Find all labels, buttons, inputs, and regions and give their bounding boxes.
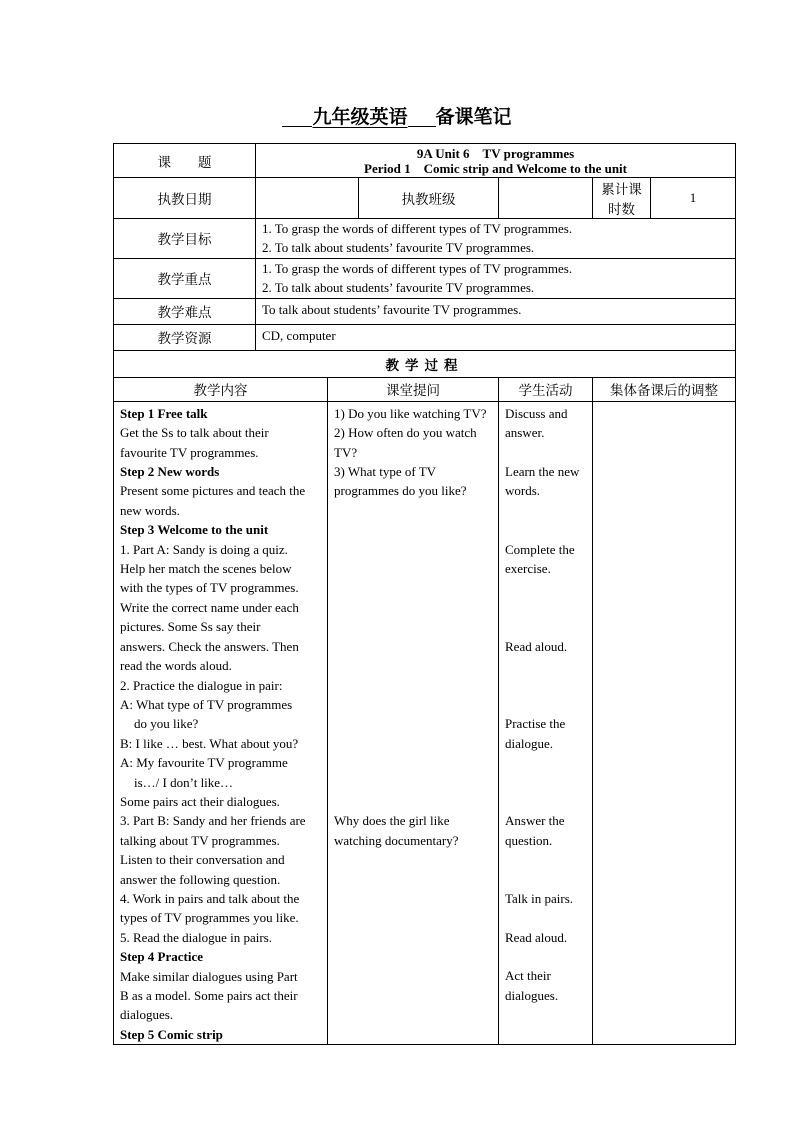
activity-line: Act their	[505, 968, 551, 984]
activity-line: Discuss and	[505, 405, 568, 421]
hours-label: 累计课时数	[593, 178, 651, 219]
activity-line: Complete the	[505, 541, 575, 557]
question-line	[334, 501, 492, 520]
content-line: A: My favourite TV programme	[120, 755, 288, 771]
topic-value	[256, 144, 736, 178]
content-line: Present some pictures and teach the	[120, 483, 306, 499]
activity-line	[505, 908, 586, 927]
step-heading: Step 5 Comic strip	[120, 1026, 223, 1042]
content-line: B: I like … best. What about you?	[120, 735, 299, 751]
step-heading: Step 4 Practice	[120, 949, 204, 965]
content-line: dialogues.	[120, 1007, 174, 1023]
content-line: 1. Part A: Sandy is doing a quiz.	[120, 541, 288, 557]
step-heading: Step 2 New words	[120, 464, 220, 480]
content-line: Some pairs act their dialogues.	[120, 793, 280, 809]
activity-line	[505, 675, 586, 694]
activity-line: dialogues.	[505, 987, 559, 1003]
activity-line	[505, 443, 586, 462]
activity-line	[505, 598, 586, 617]
hours-value: 1	[651, 178, 736, 219]
content-line: with the types of TV programmes.	[120, 580, 299, 596]
activity-line	[505, 850, 586, 869]
step-heading: Step 3 Welcome to the unit	[120, 522, 269, 538]
content-line: Listen to their conversation and	[120, 852, 285, 868]
class-value	[499, 178, 593, 219]
question-line	[334, 792, 492, 811]
activity-line: words.	[505, 483, 541, 499]
activity-line	[505, 753, 586, 772]
content-line: types of TV programmes you like.	[120, 910, 299, 926]
activity-line	[505, 869, 586, 888]
header-questions: 课堂提问	[328, 377, 499, 401]
topic-line-2: Period 1 Comic strip and Welcome to the unit	[364, 160, 627, 176]
activity-line: exercise.	[505, 561, 551, 577]
class-label: 执教班级	[359, 178, 499, 219]
title-notes: 备课笔记	[435, 106, 512, 128]
key-point-item: 2. To talk about students’ favourite TV programmes.	[262, 280, 535, 296]
activity-line: Read aloud.	[505, 638, 568, 654]
title-subject: 九年级英语	[312, 106, 408, 128]
content-line: new words.	[120, 502, 180, 518]
content-line: is…/ I don’t like…	[134, 774, 234, 790]
activity-line: Talk in pairs.	[505, 890, 574, 906]
activity-line: dialogue.	[505, 735, 554, 751]
difficult-points-label: 教学难点	[114, 298, 256, 324]
question-line	[334, 695, 492, 714]
resources-label: 教学资源	[114, 324, 256, 350]
activity-line	[505, 772, 586, 791]
question-line: Why does the girl like	[334, 813, 450, 829]
content-column	[114, 401, 328, 1044]
activity-line	[505, 578, 586, 597]
title-blank-left	[282, 125, 312, 127]
activity-line: question.	[505, 832, 553, 848]
activities-column	[499, 401, 593, 1044]
date-value	[256, 178, 359, 219]
content-line: pictures. Some Ss say their	[120, 619, 261, 635]
question-line: watching documentary?	[334, 832, 459, 848]
content-line: 4. Work in pairs and talk about the	[120, 890, 300, 906]
resources-value: CD, computer	[256, 324, 736, 350]
activity-line	[505, 520, 586, 539]
question-line	[334, 520, 492, 539]
question-line	[334, 637, 492, 656]
key-point-item: 1. To grasp the words of different types of TV programmes.	[262, 260, 573, 276]
content-line: B as a model. Some pairs act their	[120, 988, 298, 1003]
content-line: read the words aloud.	[120, 658, 232, 674]
goals-value	[256, 219, 736, 259]
key-points-value	[256, 258, 736, 298]
topic-label: 课 题	[114, 144, 256, 178]
activity-line	[505, 947, 586, 966]
question-line	[334, 540, 492, 559]
question-line: TV?	[334, 444, 358, 460]
activity-line	[505, 792, 586, 811]
header-activities: 学生活动	[499, 377, 593, 401]
question-line	[334, 734, 492, 753]
question-line	[334, 753, 492, 772]
activity-line	[505, 501, 586, 520]
question-line	[334, 656, 492, 675]
question-line	[334, 578, 492, 597]
content-line: Help her match the scenes below	[120, 561, 292, 577]
activity-line: answer.	[505, 425, 545, 441]
content-line: Write the correct name under each	[120, 599, 299, 615]
process-heading: 教学过程	[114, 350, 736, 377]
content-line: favourite TV programmes.	[120, 444, 259, 460]
content-line: Make similar dialogues using Part	[120, 968, 298, 984]
difficult-points-value: To talk about students’ favourite TV programmes.	[256, 298, 736, 324]
goals-label: 教学目标	[114, 219, 256, 259]
activity-line: Answer the	[505, 813, 565, 829]
activity-line: Learn the new	[505, 464, 580, 480]
adjustments-column	[593, 401, 736, 1044]
question-line: programmes do you like?	[334, 483, 467, 499]
content-line: Get the Ss to talk about their	[120, 425, 269, 441]
content-line: 2. Practice the dialogue in pair:	[120, 677, 283, 693]
activity-line: Practise the	[505, 716, 566, 732]
page-title	[0, 102, 794, 129]
question-line	[334, 772, 492, 791]
activity-line	[505, 695, 586, 714]
question-line	[334, 675, 492, 694]
header-content: 教学内容	[114, 377, 328, 401]
question-line	[334, 617, 492, 636]
content-line: talking about TV programmes.	[120, 832, 280, 848]
title-blank-right	[408, 125, 436, 127]
topic-line-1: 9A Unit 6 TV programmes	[416, 145, 575, 161]
goal-item: 1. To grasp the words of different types of TV programmes.	[262, 221, 573, 236]
step-heading: Step 1 Free talk	[120, 405, 208, 421]
question-line	[334, 714, 492, 733]
activity-line	[505, 617, 586, 636]
date-label: 执教日期	[114, 178, 256, 219]
question-line: 2) How often do you watch	[334, 425, 477, 441]
question-line: 1) Do you like watching TV?	[334, 405, 487, 421]
activity-line	[505, 656, 586, 675]
lesson-plan-table	[113, 143, 736, 1045]
question-line	[334, 559, 492, 578]
question-line	[334, 598, 492, 617]
content-line: do you like?	[134, 716, 199, 732]
goal-item: 2. To talk about students’ favourite TV programmes.	[262, 240, 535, 256]
key-points-label: 教学重点	[114, 258, 256, 298]
question-line: 3) What type of TV	[334, 464, 437, 480]
header-adjustments: 集体备课后的调整	[593, 377, 736, 401]
activity-line: Read aloud.	[505, 929, 568, 945]
content-line: A: What type of TV programmes	[120, 696, 293, 712]
content-line: 5. Read the dialogue in pairs.	[120, 929, 272, 945]
content-line: 3. Part B: Sandy and her friends are	[120, 813, 306, 829]
questions-column	[328, 401, 499, 1044]
content-line: answer the following question.	[120, 871, 281, 887]
content-line: answers. Check the answers. Then	[120, 638, 299, 654]
